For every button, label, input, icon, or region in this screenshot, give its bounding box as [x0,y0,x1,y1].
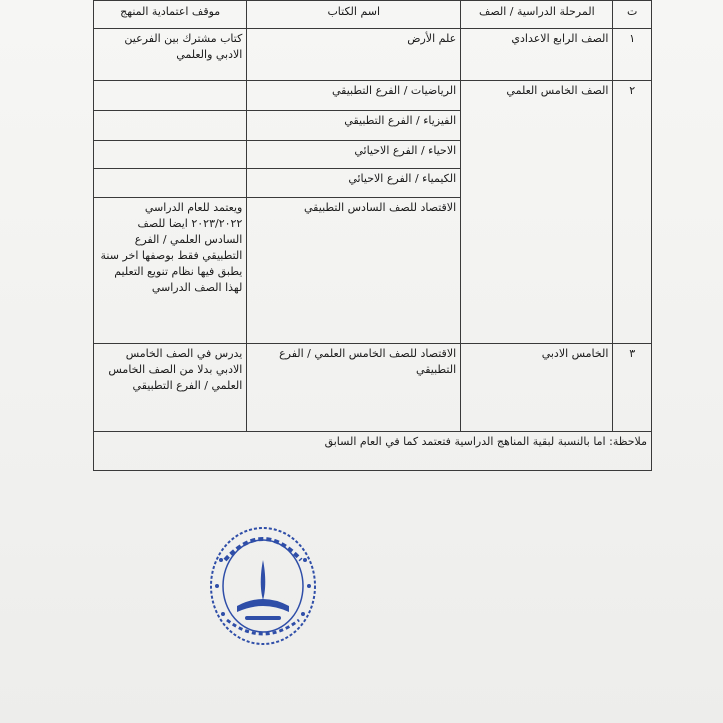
row-status [94,111,247,141]
row-book: الفيزياء / الفرع التطبيقي [247,111,461,141]
row-status [94,169,247,198]
header-book: اسم الكتاب [247,1,461,29]
table-header-row [94,1,652,29]
row-stage: الصف الرابع الاعدادي [461,29,613,81]
row-book: الاقتصاد للصف الخامس العلمي / الفرع التطبيقي [247,344,461,432]
table-row [94,344,652,432]
torch-icon [261,560,266,600]
table-row [94,81,652,111]
curriculum-table [93,0,652,471]
row-book: الكيمياء / الفرع الاحيائي [247,169,461,198]
table-row [94,29,652,81]
row-stage: الخامس الادبي [461,344,613,432]
note-row [94,432,652,471]
row-book: الرياضيات / الفرع التطبيقي [247,81,461,111]
row-status: كتاب مشترك بين الفرعين الادبي والعلمي [94,29,247,81]
ministry-seal [203,520,323,650]
note-text: ملاحظة: اما بالنسبة لبقية المناهج الدراسية فتعتمد كما في العام السابق [94,432,652,471]
row-book: الاحياء / الفرع الاحيائي [247,141,461,169]
row-book: علم الأرض [247,29,461,81]
header-num: ت [613,1,652,29]
row-num: ١ [613,29,652,81]
row-status [94,141,247,169]
row-status: ويعتمد للعام الدراسي ٢٠٢٣/٢٠٢٢ ايضا للصف السادس العلمي / الفرع التطبيقي فقط بوصفها اخر سنة يطبق فيها نظام تنويع التعليم لهذا الصف الدراسي [94,198,247,344]
row-book: الاقتصاد للصف السادس التطبيقي [247,198,461,344]
header-stage: المرحلة الدراسية / الصف [461,1,613,29]
header-status: موقف اعتمادية المنهج [94,1,247,29]
row-num: ٣ [613,344,652,432]
row-status [94,81,247,111]
row-status: يدرس في الصف الخامس الادبي بدلا من الصف الخامس العلمي / الفرع التطبيقي [94,344,247,432]
row-num: ٢ [613,81,652,344]
row-stage: الصف الخامس العلمي [461,81,613,344]
book-icon [237,599,289,612]
